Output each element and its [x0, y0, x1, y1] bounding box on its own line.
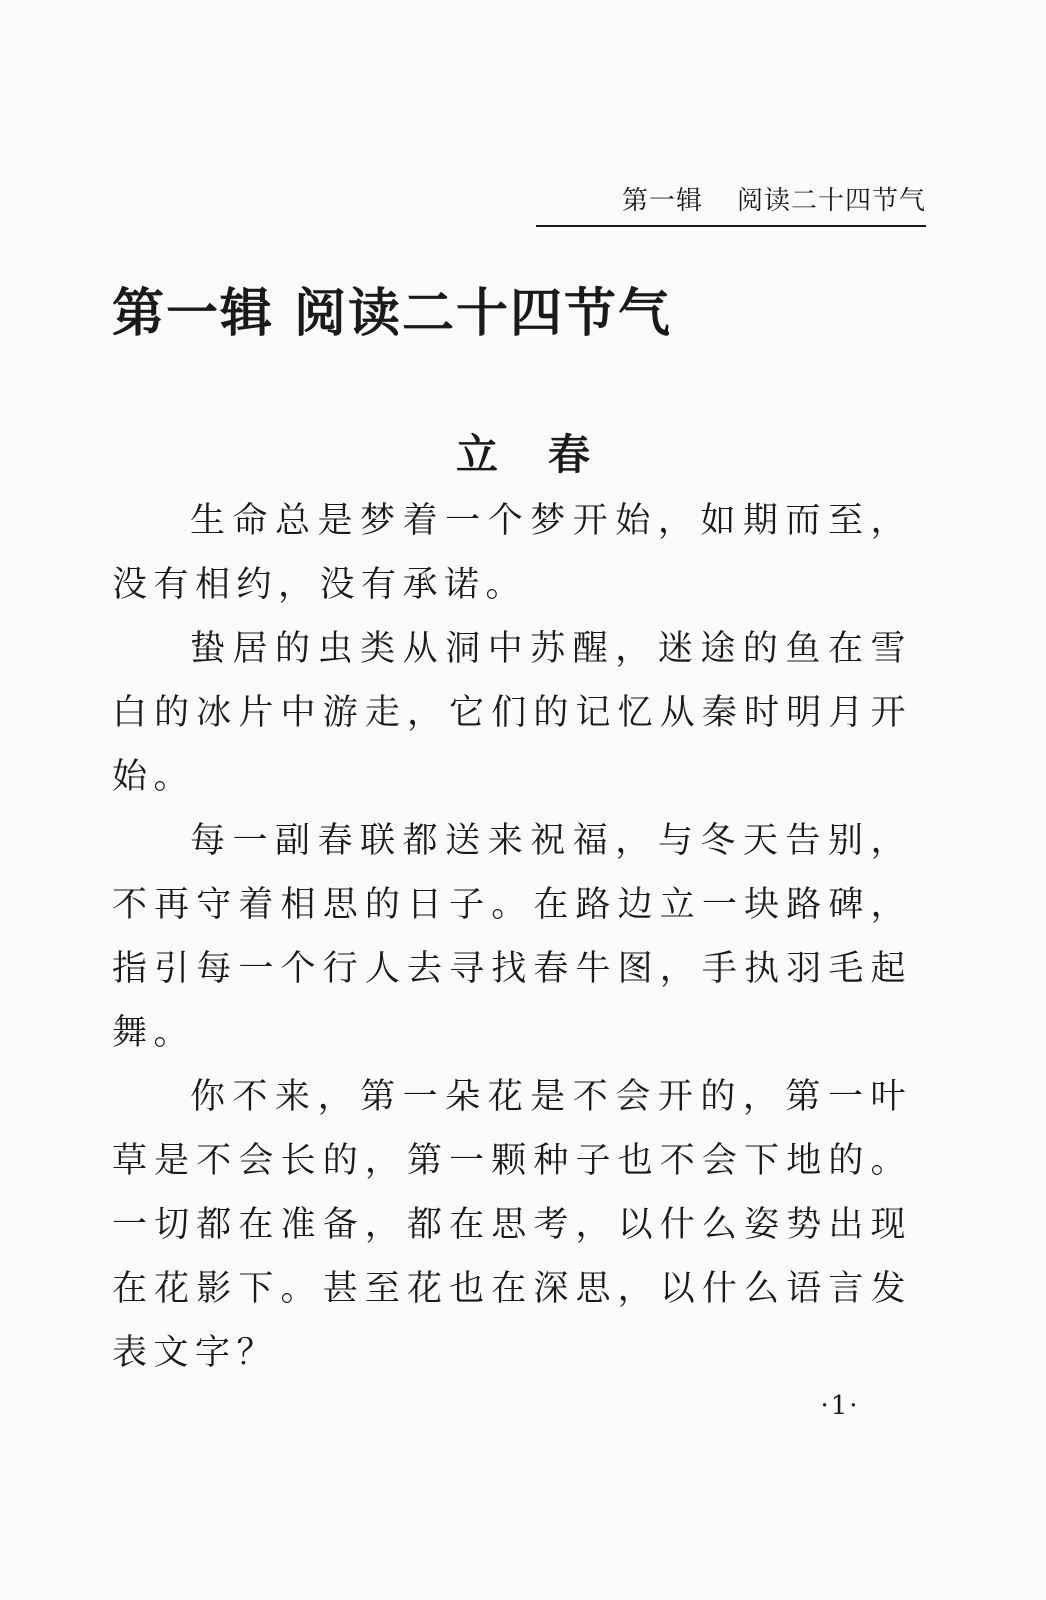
running-header-part: 第一辑 [621, 186, 703, 216]
section-title: 立春 [455, 430, 640, 479]
chapter-name: 阅读二十四节气 [294, 284, 673, 344]
paragraph: 蛰居的虫类从洞中苏醒，迷途的鱼在雪白的冰片中游走，它们的记忆从秦时明月开始。 [112, 629, 912, 797]
paragraph: 你不来，第一朵花是不会开的，第一叶草是不会长的，第一颗种子也不会下地的。一切都在准备，都在思考，以什么姿势出现在花影下。甚至花也在深思，以什么语言发表文字？ [112, 1077, 912, 1373]
page-number: ·1· [820, 1391, 860, 1421]
chapter-part: 第一辑 [112, 284, 275, 344]
body-text [112, 489, 912, 1385]
paragraph: 每一副春联都送来祝福，与冬天告别，不再守着相思的日子。在路边立一块路碑，指引每一个行人去寻找春牛图，手执羽毛起舞。 [112, 821, 912, 1053]
running-header-title: 阅读二十四节气 [736, 186, 926, 216]
running-header [536, 183, 926, 227]
chapter-title [112, 278, 672, 350]
paragraph: 生命总是梦着一个梦开始，如期而至，没有相约，没有承诺。 [112, 501, 912, 605]
